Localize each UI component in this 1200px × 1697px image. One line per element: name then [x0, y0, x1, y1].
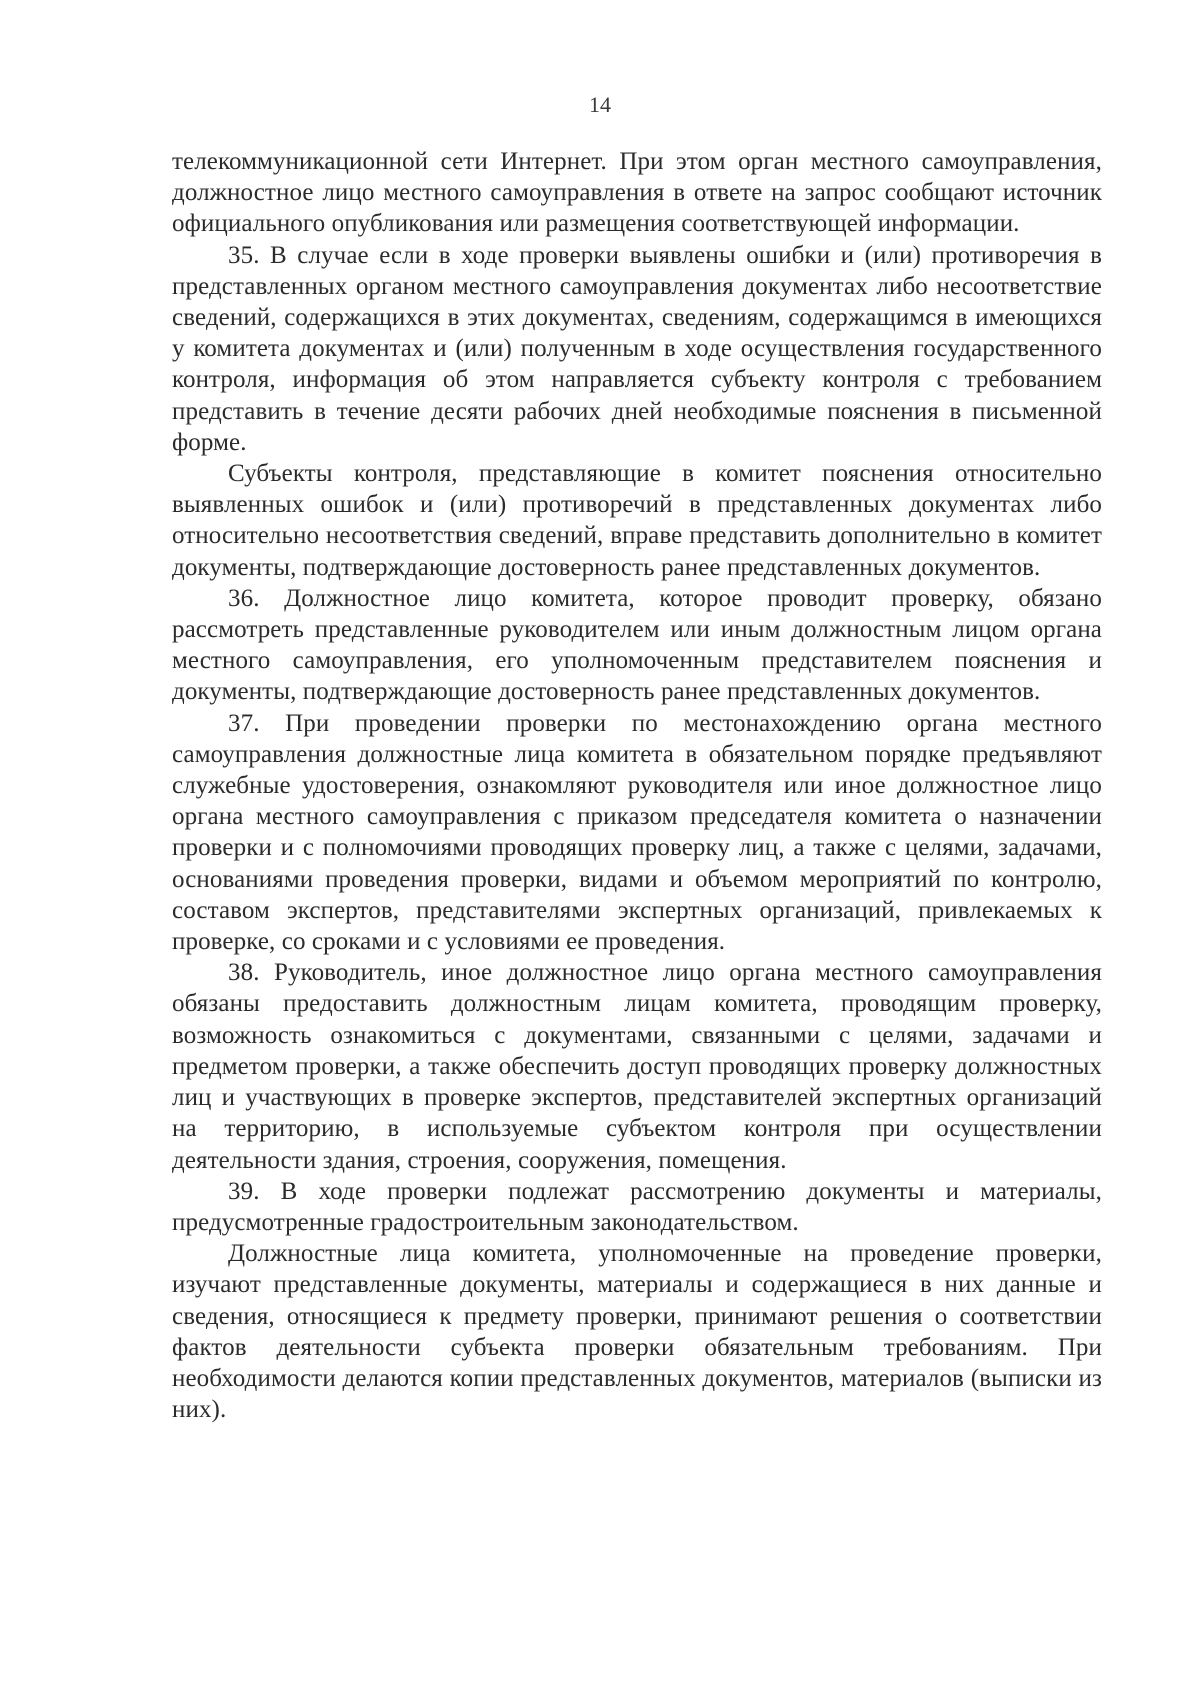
page-number: 14 [589, 92, 611, 117]
paragraph-39: 39. В ходе проверки подлежат рассмотрению документы и материалы, предусмотренные градостроительным законодательством. [172, 1177, 1102, 1236]
paragraph-38: 38. Руководитель, иное должностное лицо органа местного самоуправления обязаны предоставить должностным лицам комитета, проводящим проверку, возможность ознакомиться с документами, связанными с целями, задачами и предметом проверки, а также обеспечить доступ проводящих проверку должностных лиц и участвующих в проверке экспертов, представителей экспертных организаций на территорию, в используемые субъектом контроля при осуществлении деятельности здания, строения, сооружения, помещения. [172, 959, 1102, 1174]
paragraph-37: 37. При проведении проверки по местонахождению органа местного самоуправления должностные лица комитета в обязательном порядке предъявляют служебные удостоверения, ознакомляют руководителя или иное должностное лицо органа местного самоуправления с приказом председателя комитета о назначении проверки и с полномочиями проводящих проверку лиц, а также с целями, задачами, основаниями проведения проверки, видами и объемом мероприятий по контролю, составом экспертов, представителями экспертных организаций, привлекаемых к проверке, со сроками и с условиями ее проведения. [172, 709, 1102, 956]
paragraph-39-officials: Должностные лица комитета, уполномоченные на проведение проверки, изучают представленные документы, материалы и содержащиеся в них данные и сведения, относящиеся к предмету проверки, принимают решения о соответствии фактов деятельности субъекта проверки обязательным требованиям. При необходимости делаются копии представленных документов, материалов (выписки из них). [172, 1240, 1102, 1424]
paragraph-36: 36. Должностное лицо комитета, которое проводит проверку, обязано рассмотреть представленные руководителем или иным должностным лицом органа местного самоуправления, его уполномоченным представителем пояснения и документы, подтверждающие достоверность ранее представленных документов. [172, 584, 1102, 706]
document-body [172, 146, 1102, 1425]
paragraph-35-subjects: Субъекты контроля, представляющие в комитет пояснения относительно выявленных ошибок и (или) противоречий в представленных документах либо относительно несоответствия сведений, вправе представить дополнительно в комитет документы, подтверждающие достоверность ранее представленных документов. [172, 460, 1102, 581]
paragraph-continuation: телекоммуникационной сети Интернет. При этом орган местного самоуправления, должностное лицо местного самоуправления в ответе на запрос сообщают источник официального опубликования или размещения соответствующей информации. [172, 148, 1102, 238]
paragraph-35: 35. В случае если в ходе проверки выявлены ошибки и (или) противоречия в представленных органом местного самоуправления документах либо несоответствие сведений, содержащихся в этих документах, сведениям, содержащимся в имеющихся у комитета документах и (или) полученным в ходе осуществления государственного контроля, информация об этом направляется субъекту контроля с требованием представить в течение десяти рабочих дней необходимые пояснения в письменной форме. [172, 241, 1102, 456]
